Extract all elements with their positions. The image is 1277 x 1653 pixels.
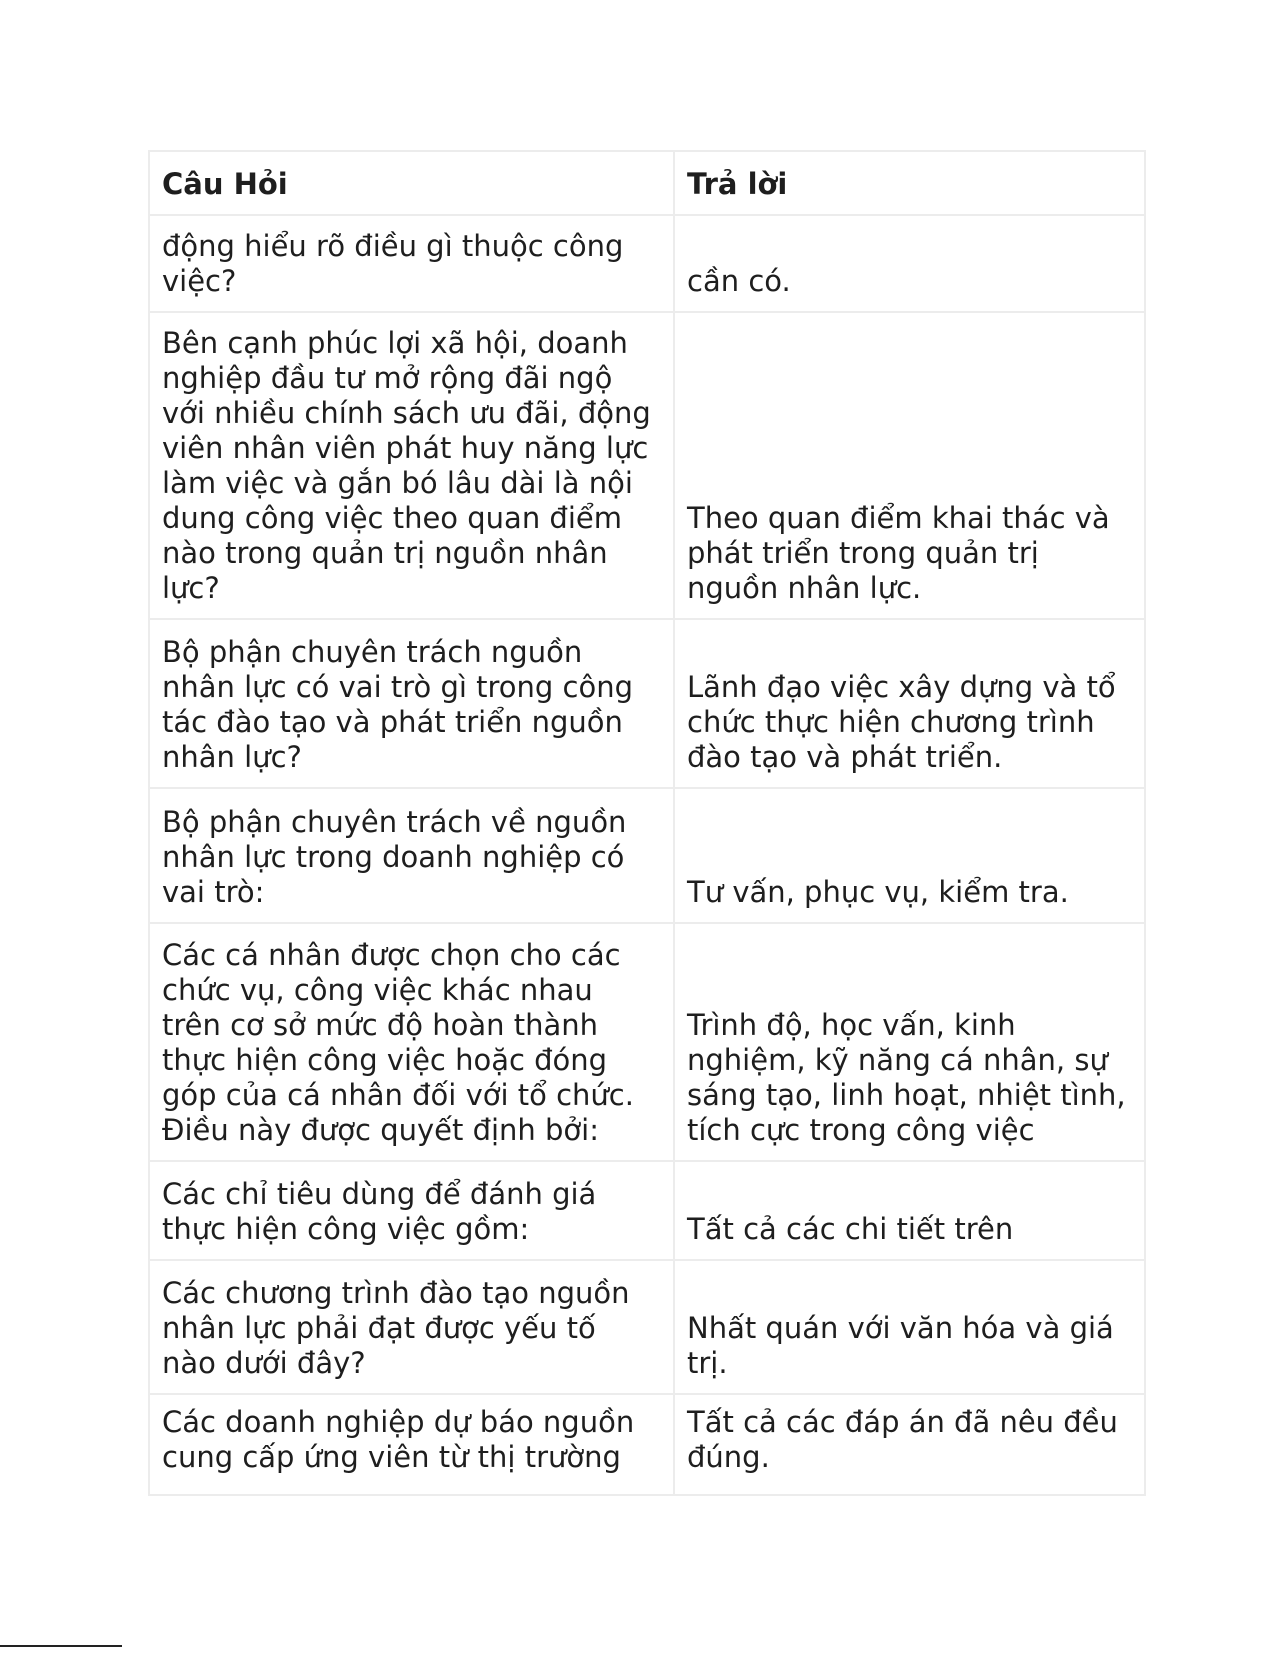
answer-cell: Nhất quán với văn hóa và giá trị. — [674, 1260, 1145, 1394]
answer-cell: Tư vấn, phục vụ, kiểm tra. — [674, 788, 1145, 923]
question-cell: Các chỉ tiêu dùng để đánh giá thực hiện công việc gồm: — [149, 1161, 674, 1260]
answer-cell: cần có. — [674, 215, 1145, 312]
question-cell: Các doanh nghiệp dự báo nguồn cung cấp ứng viên từ thị trường — [149, 1394, 674, 1495]
column-header-question: Câu Hỏi — [149, 151, 674, 215]
answer-cell: Tất cả các đáp án đã nêu đều đúng. — [674, 1394, 1145, 1495]
table-row — [149, 788, 1145, 923]
qa-table — [148, 150, 1146, 1496]
footer-rule — [0, 1645, 122, 1647]
table-row — [149, 1394, 1145, 1495]
question-cell: Bộ phận chuyên trách nguồn nhân lực có vai trò gì trong công tác đào tạo và phát triển nguồn nhân lực? — [149, 619, 674, 788]
question-cell: Bộ phận chuyên trách về nguồn nhân lực trong doanh nghiệp có vai trò: — [149, 788, 674, 923]
table-row — [149, 215, 1145, 312]
table-row — [149, 923, 1145, 1161]
table-row — [149, 619, 1145, 788]
answer-cell: Theo quan điểm khai thác và phát triển trong quản trị nguồn nhân lực. — [674, 312, 1145, 619]
answer-cell: Lãnh đạo việc xây dựng và tổ chức thực hiện chương trình đào tạo và phát triển. — [674, 619, 1145, 788]
question-cell: Các chương trình đào tạo nguồn nhân lực phải đạt được yếu tố nào dưới đây? — [149, 1260, 674, 1394]
answer-cell: Trình độ, học vấn, kinh nghiệm, kỹ năng cá nhân, sự sáng tạo, linh hoạt, nhiệt tình, tích cực trong công việc — [674, 923, 1145, 1161]
table-header-row — [149, 151, 1145, 215]
answer-cell: Tất cả các chi tiết trên — [674, 1161, 1145, 1260]
question-cell: Các cá nhân được chọn cho các chức vụ, công việc khác nhau trên cơ sở mức độ hoàn thành thực hiện công việc hoặc đóng góp của cá nhân đối với tổ chức. Điều này được quyết định bởi: — [149, 923, 674, 1161]
question-cell: động hiểu rõ điều gì thuộc công việc? — [149, 215, 674, 312]
column-header-answer: Trả lời — [674, 151, 1145, 215]
table-row — [149, 312, 1145, 619]
table-row — [149, 1161, 1145, 1260]
table-row — [149, 1260, 1145, 1394]
question-cell: Bên cạnh phúc lợi xã hội, doanh nghiệp đầu tư mở rộng đãi ngộ với nhiều chính sách ưu đãi, động viên nhân viên phát huy năng lực làm việc và gắn bó lâu dài là nội dung công việc theo quan điểm nào trong quản trị nguồn nhân lực? — [149, 312, 674, 619]
